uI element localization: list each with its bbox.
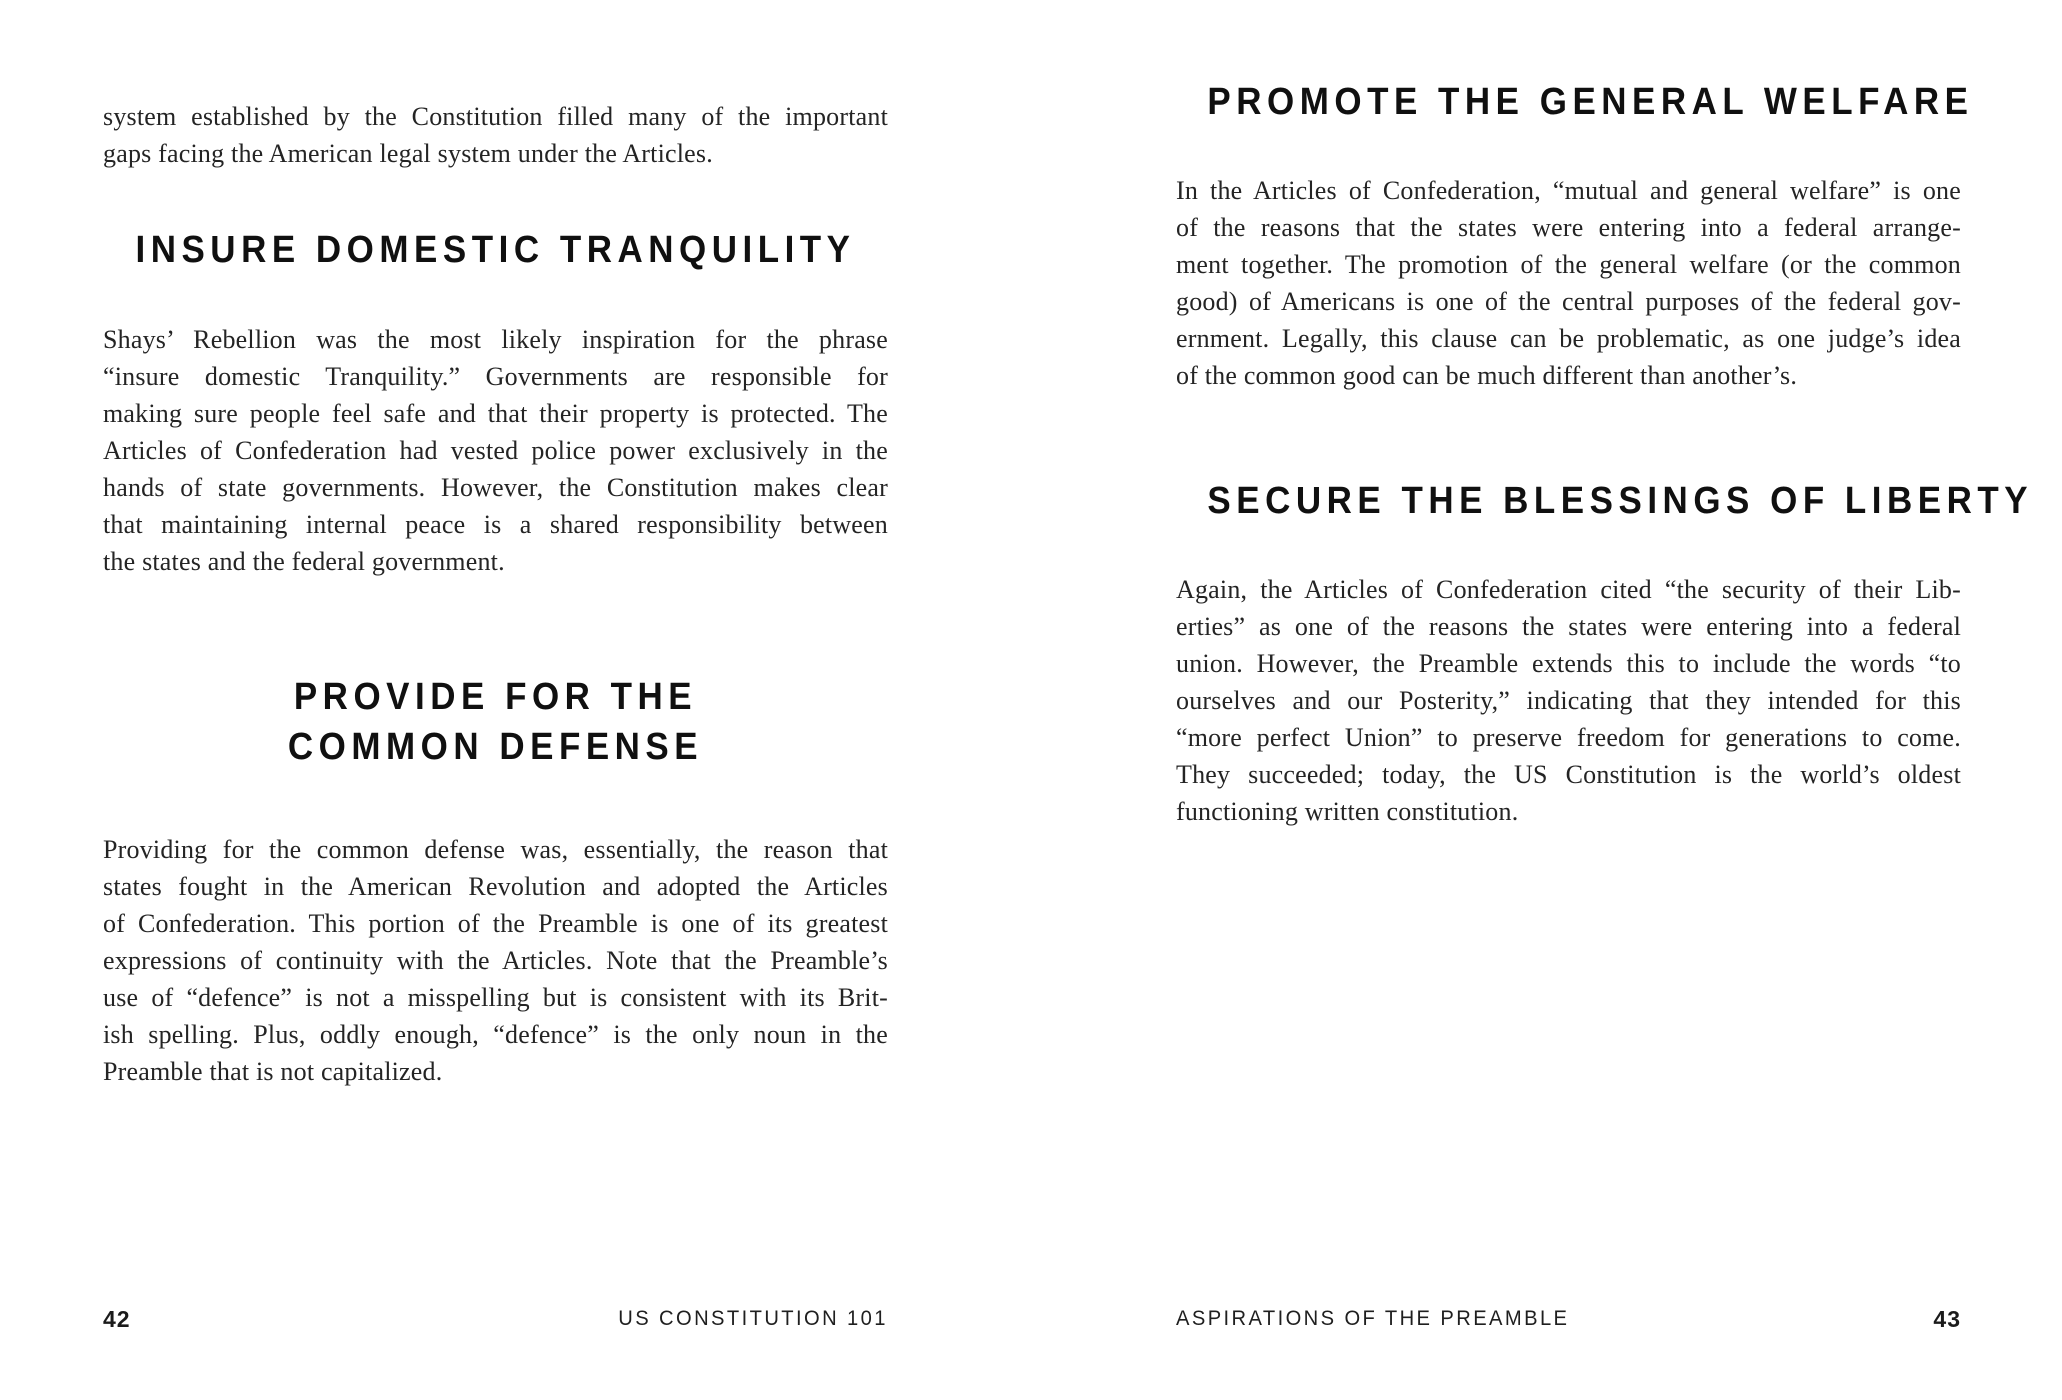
body-line: good) of Americans is one of the central purposes of the federal gov- — [1176, 287, 1961, 316]
body-line: In the Articles of Confederation, “mutual and general welfare” is one — [1176, 176, 1961, 205]
body-line: Articles of Confederation had vested police power exclusively in the — [103, 436, 888, 465]
body-line: ment together. The promotion of the general welfare (or the common — [1176, 250, 1961, 279]
body-line: “more perfect Union” to preserve freedom for generations to come. — [1176, 723, 1961, 752]
body-line: of the common good can be much different than another’s. — [1176, 361, 1798, 390]
page-number-right: 43 — [1933, 1305, 1961, 1332]
body-line: the states and the federal government. — [103, 547, 505, 576]
body-line: Again, the Articles of Confederation cited “the security of their Lib- — [1176, 575, 1961, 604]
body-line: They succeeded; today, the US Constitution is the world’s oldest — [1176, 760, 1961, 789]
body-line: Preamble that is not capitalized. — [103, 1057, 443, 1086]
running-footer-book-title: US CONSTITUTION 101 — [618, 1307, 888, 1330]
body-line: ish spelling. Plus, oddly enough, “defence” is the only noun in the — [103, 1020, 888, 1049]
body-paragraph — [103, 831, 888, 1090]
body-line: use of “defence” is not a misspelling but is consistent with its Brit- — [103, 983, 888, 1012]
section-heading-secure-the-blessings-of-liberty: SECURE THE BLESSINGS OF LIBERTY — [1207, 480, 2034, 522]
body-line: making sure people feel safe and that their property is protected. The — [103, 399, 888, 428]
body-line: ourselves and our Posterity,” indicating that they intended for this — [1176, 686, 1961, 715]
section-heading-insure-domestic-tranquility: INSURE DOMESTIC TRANQUILITY — [135, 229, 856, 271]
intro-paragraph — [103, 98, 888, 172]
page-left — [103, 0, 888, 1400]
page-number-left: 42 — [103, 1305, 131, 1332]
heading-line: COMMON DEFENSE — [287, 726, 704, 768]
body-paragraph — [103, 321, 888, 580]
left-page-footer — [103, 1306, 888, 1332]
body-line: functioning written constitution. — [1176, 797, 1519, 826]
body-line: expressions of continuity with the Articles. Note that the Preamble’s — [103, 946, 888, 975]
body-line: that maintaining internal peace is a shared responsibility between — [103, 510, 888, 539]
body-line: gaps facing the American legal system under the Articles. — [103, 139, 713, 168]
body-line: hands of state governments. However, the Constitution makes clear — [103, 473, 888, 502]
body-paragraph — [1176, 172, 1961, 394]
section-heading-provide-for-the-common-defense — [134, 672, 856, 772]
body-line: Shays’ Rebellion was the most likely inspiration for the phrase — [103, 325, 888, 354]
body-line: Providing for the common defense was, essentially, the reason that — [103, 835, 888, 864]
body-line: union. However, the Preamble extends this to include the words “to — [1176, 649, 1961, 678]
page-right — [1176, 0, 2034, 1400]
heading-line: PROVIDE FOR THE — [293, 676, 698, 718]
body-line: states fought in the American Revolution and adopted the Articles — [103, 872, 888, 901]
body-line: erties” as one of the reasons the states were entering into a federal — [1176, 612, 1961, 641]
section-heading-promote-the-general-welfare: PROMOTE THE GENERAL WELFARE — [1207, 81, 1974, 123]
body-line: system established by the Constitution filled many of the important — [103, 102, 888, 131]
body-paragraph — [1176, 571, 1961, 830]
body-line: of Confederation. This portion of the Preamble is one of its greatest — [103, 909, 888, 938]
right-page-footer — [1176, 1306, 1961, 1332]
body-line: of the reasons that the states were entering into a federal arrange- — [1176, 213, 1961, 242]
body-line: ernment. Legally, this clause can be problematic, as one judge’s idea — [1176, 324, 1961, 353]
body-line: “insure domestic Tranquility.” Governments are responsible for — [103, 362, 888, 391]
running-footer-chapter-title: ASPIRATIONS OF THE PREAMBLE — [1176, 1307, 1570, 1330]
